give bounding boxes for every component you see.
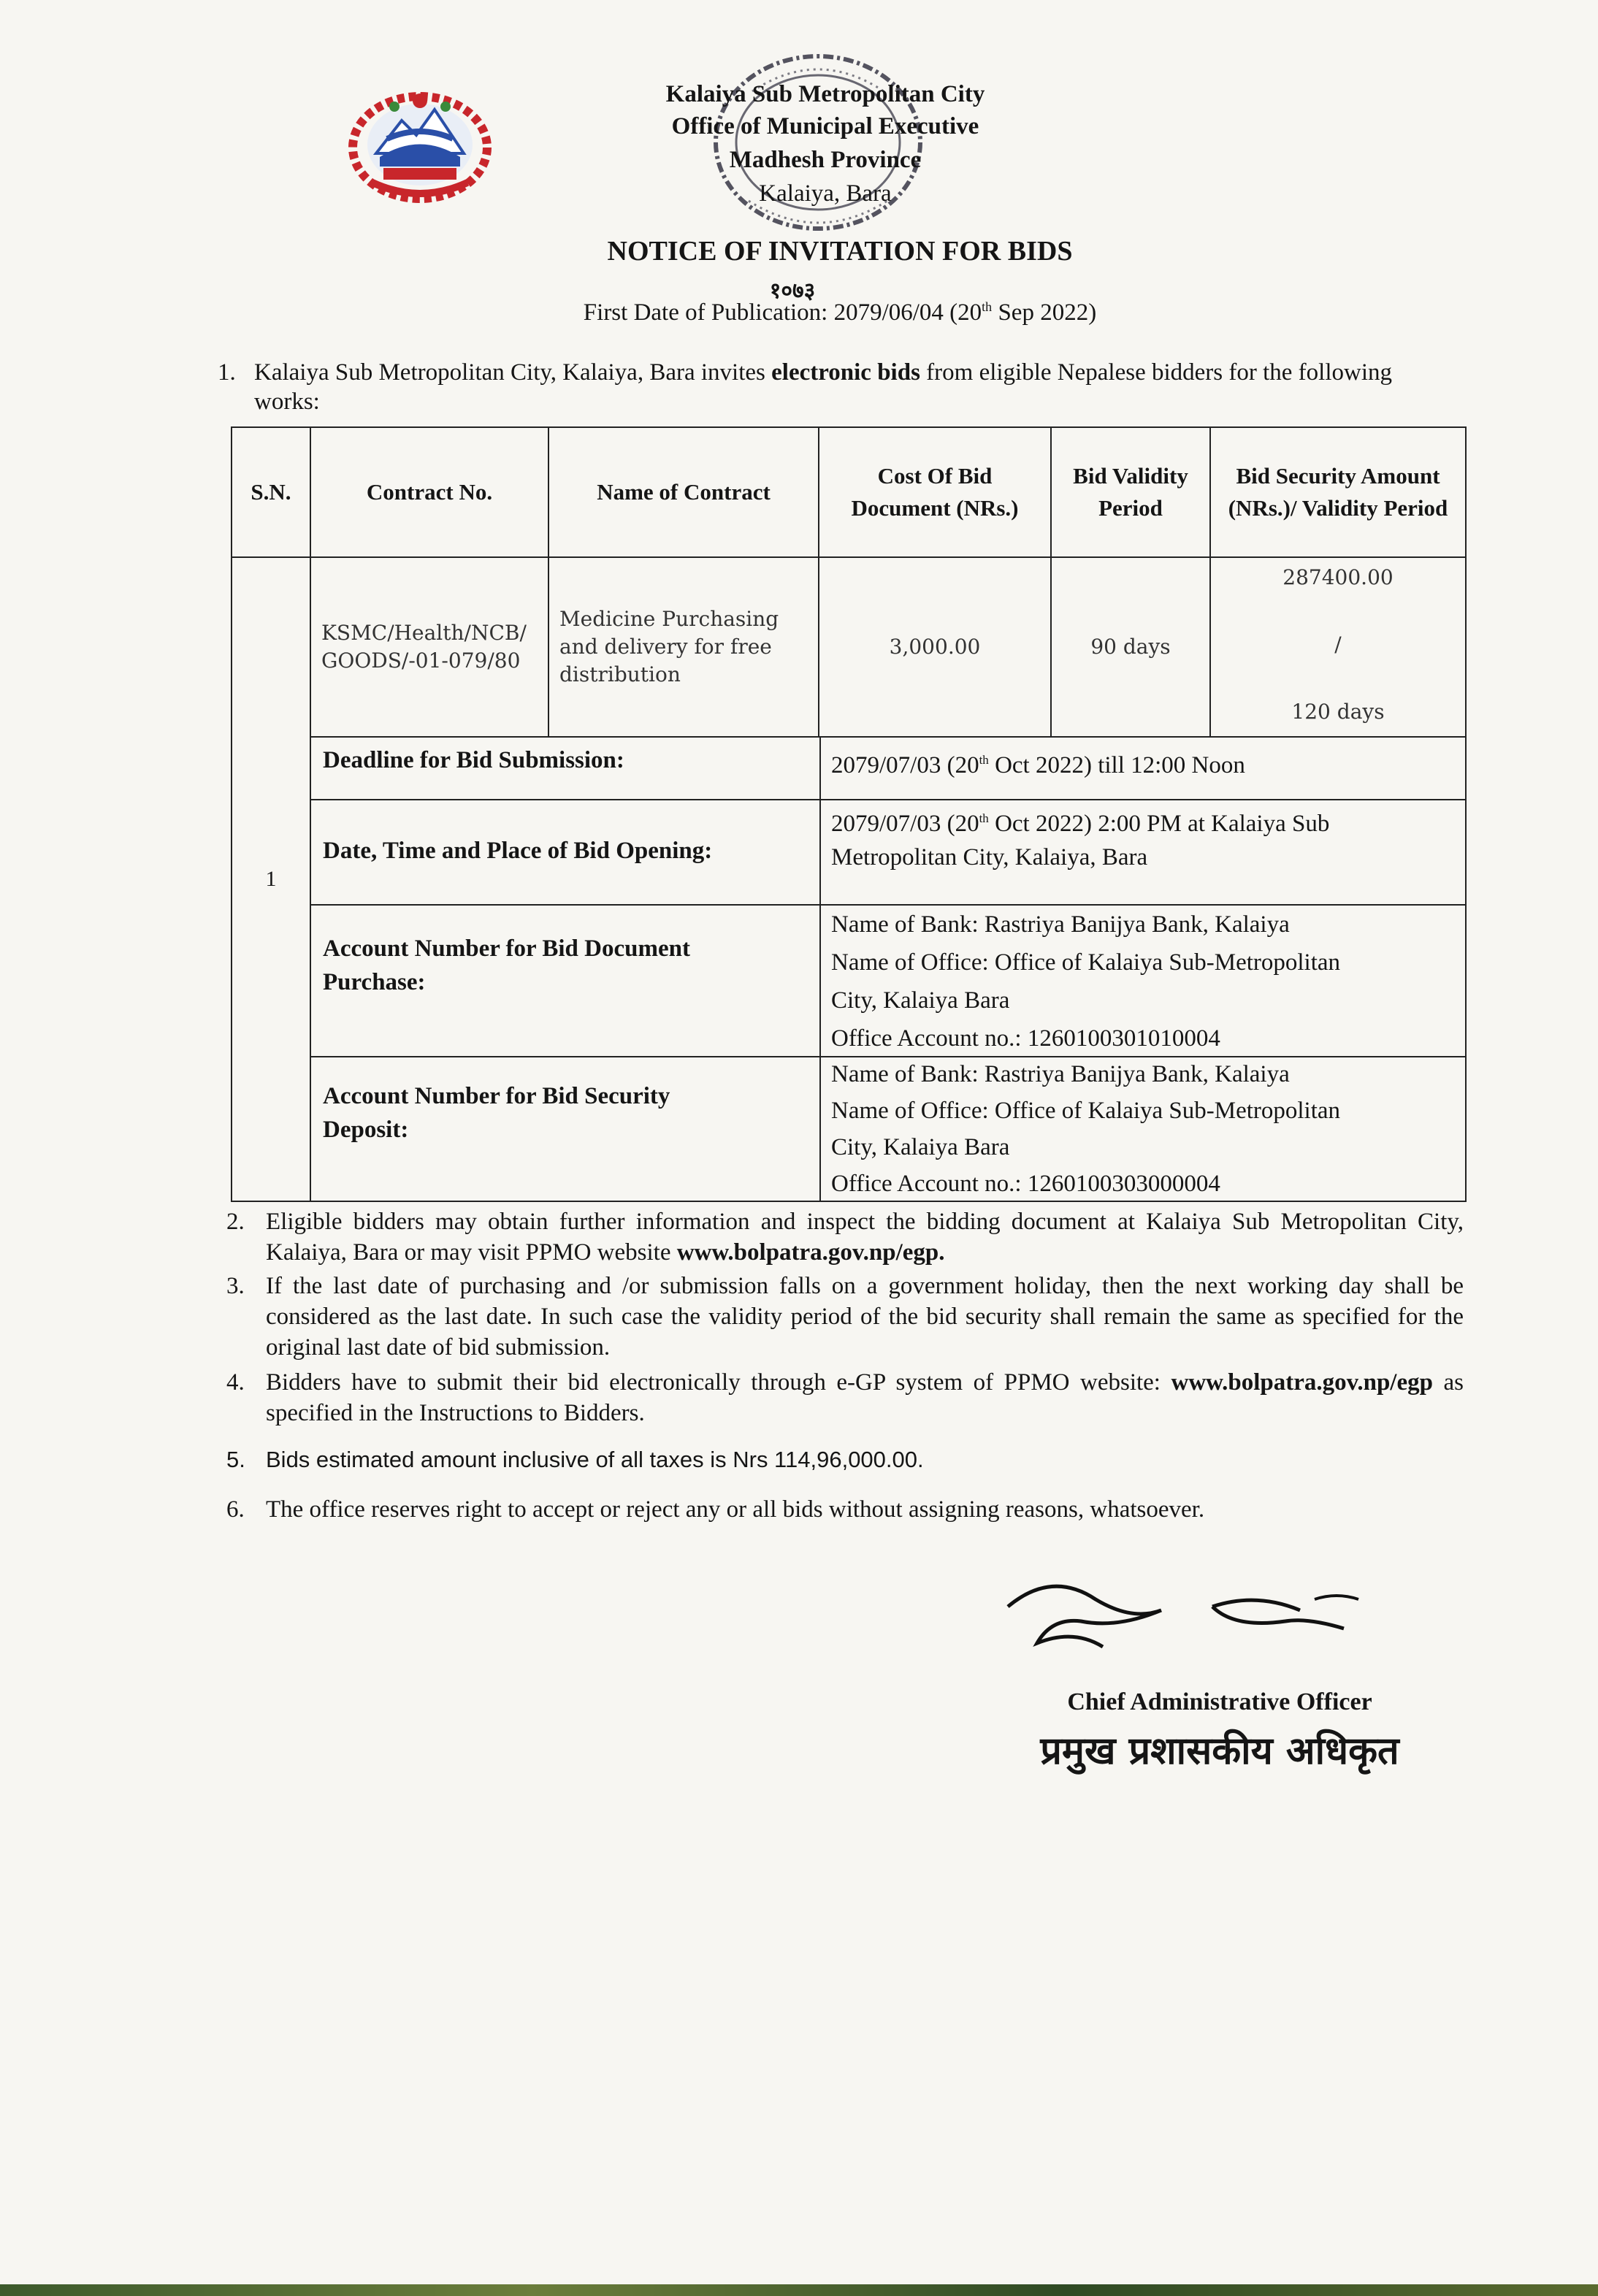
notice-title: NOTICE OF INVITATION FOR BIDS <box>607 236 1073 267</box>
header-province: Madhesh Province <box>729 147 922 173</box>
header-contract-no: Contract No. <box>366 479 493 505</box>
notice-page: Kalaiya Sub Metropolitan City Office of Municipal Executive Madhesh Province Kalaiya, Bara NOTICE OF INVITATION FOR BIDS १०७३ First Date of Publication: 2079/06/04 (20th Sep 2022) 1. Kalaiya Sub Metropolitan City, Kalaiya, Bara invites electronic bids from eligible Nepalese bidders for the following works: S.N. Contract No. Name of Contract Cost Of Bid Document (NRs.) Bid Validity Period Bid Security Amount (NRs.)/ Validity Period 1 KSMC/Health/NCB/ GOODS/-01-079/80 Medicine Purchasing and delivery for free distribution 3,000.00 90 days 287400.00 / 120 days Deadline for Bid Submission: 2079/07/03 (20th Oct 2022) till 12:00 Noon Date, Time and Place of Bid Opening: 2079/07/03 (20th Oct 2022) 2:00 PM at Kalaiya Sub Metropolitan City, Kalaiya, Bara Account Number for Bid Document Purchase: Name of Bank: Rastriya Banijya Bank, Kalaiya Name of Office: Office of Kalaiya Sub-Metropolitan City, Kalaiya Bara Office Account no.: 1260100301010004 Account Number for Bid Security Deposit: Name of Bank: Rastriya Banijya Bank, Kalaiya Name of Office: Office of Kalaiya Sub-Metropolitan City, Kalaiya Bara Office Account no.: 1260100303000004 2. Eligible bidders may obtain further information and inspect the bidding document at Kalaiya Sub Metropolitan City, Kalaiya, Bara or may visit PPMO website www.bolpatra.gov.np/egp. 3. If the last date of purchasing and /or submission falls on a government holiday, then the next working day shall be considered as the last date. In such case the validity period of the bid security shall remain the same as specified for the original last date of bid submission. 4. Bidders have to submit their bid electronically through e-GP system of PPMO website: www.bolpatra.gov.np/egp as specified in the Instructions to Bidders. 5. Bids estimated amount inclusive of all taxes is Nrs 114,96,000.00. 6. The office reserves right to accept or reject any or all bids without assigning reasons, whatsoever. Chief Administrative Officer प्रमुख प्रशासकीय अधिकृत <box>0 0 1598 2296</box>
row-cost: 3,000.00 <box>889 635 981 659</box>
header-place: Kalaiya, Bara <box>759 180 892 207</box>
intro-text: Kalaiya Sub Metropolitan City, Kalaiya, Bara invites electronic bids from eligible Nepalese bidders for the following works: <box>254 359 1392 415</box>
security-deposit-value: Name of Bank: Rastriya Banijya Bank, Kalaiya Name of Office: Office of Kalaiya Sub-Metropolitan City, Kalaiya Bara Office Account no.: 1260100303000004 <box>831 1061 1341 1197</box>
document-purchase-value: Name of Bank: Rastriya Banijya Bank, Kalaiya Name of Office: Office of Kalaiya Sub-Metropolitan City, Kalaiya Bara Office Account no.: 1260100301010004 <box>831 911 1341 1052</box>
header-validity: Bid Validity Period <box>1073 463 1188 521</box>
bottom-edge-strip <box>0 2284 1598 2296</box>
row-security <box>1211 558 1465 736</box>
security-validity: 120 days <box>1291 700 1385 724</box>
nepal-emblem-logo <box>343 80 497 204</box>
header-sn: S.N. <box>251 479 291 505</box>
egp-website-link[interactable]: www.bolpatra.gov.np/egp <box>1171 1369 1433 1396</box>
bid-opening-value: 2079/07/03 (20th Oct 2022) 2:00 PM at Kalaiya Sub Metropolitan City, Kalaiya, Bara <box>831 811 1330 870</box>
row-sn: 1 <box>265 867 277 891</box>
officer-title: Chief Administrative Officer <box>1067 1688 1372 1715</box>
header-security: Bid Security Amount (NRs.)/ Validity Period <box>1228 463 1448 521</box>
header-city: Kalaiya Sub Metropolitan City <box>665 81 985 107</box>
row-name-of-contract: Medicine Purchasing and delivery for free distribution <box>559 607 779 686</box>
security-deposit-label: Account Number for Bid Security Deposit: <box>323 1083 670 1143</box>
notice-reference-number: १०७३ <box>769 279 816 303</box>
list-number: 1. <box>218 359 236 386</box>
deadline-value: 2079/07/03 (20th Oct 2022) till 12:00 Noon <box>831 752 1245 778</box>
security-separator: / <box>1334 632 1342 657</box>
officer-signature <box>993 1577 1373 1672</box>
bid-table <box>231 426 1467 1202</box>
officer-title-nepali: प्रमुख प्रशासकीय अधिकृत <box>1040 1729 1399 1773</box>
header-cost: Cost Of Bid Document (NRs.) <box>851 463 1019 521</box>
security-amount: 287400.00 <box>1282 565 1394 589</box>
header-office: Office of Municipal Executive <box>671 113 979 139</box>
office-stamp <box>679 40 957 245</box>
row-validity: 90 days <box>1090 635 1171 659</box>
publication-date: First Date of Publication: 2079/06/04 (20th Sep 2022) <box>583 299 1097 326</box>
deadline-label: Deadline for Bid Submission: <box>323 747 624 773</box>
row-contract-no: KSMC/Health/NCB/ GOODS/-01-079/80 <box>321 621 527 673</box>
bid-opening-label: Date, Time and Place of Bid Opening: <box>323 838 713 864</box>
document-purchase-label: Account Number for Bid Document Purchase: <box>323 935 690 995</box>
header-name-of-contract: Name of Contract <box>597 479 771 505</box>
ppmo-website-link[interactable]: www.bolpatra.gov.np/egp. <box>676 1239 945 1266</box>
